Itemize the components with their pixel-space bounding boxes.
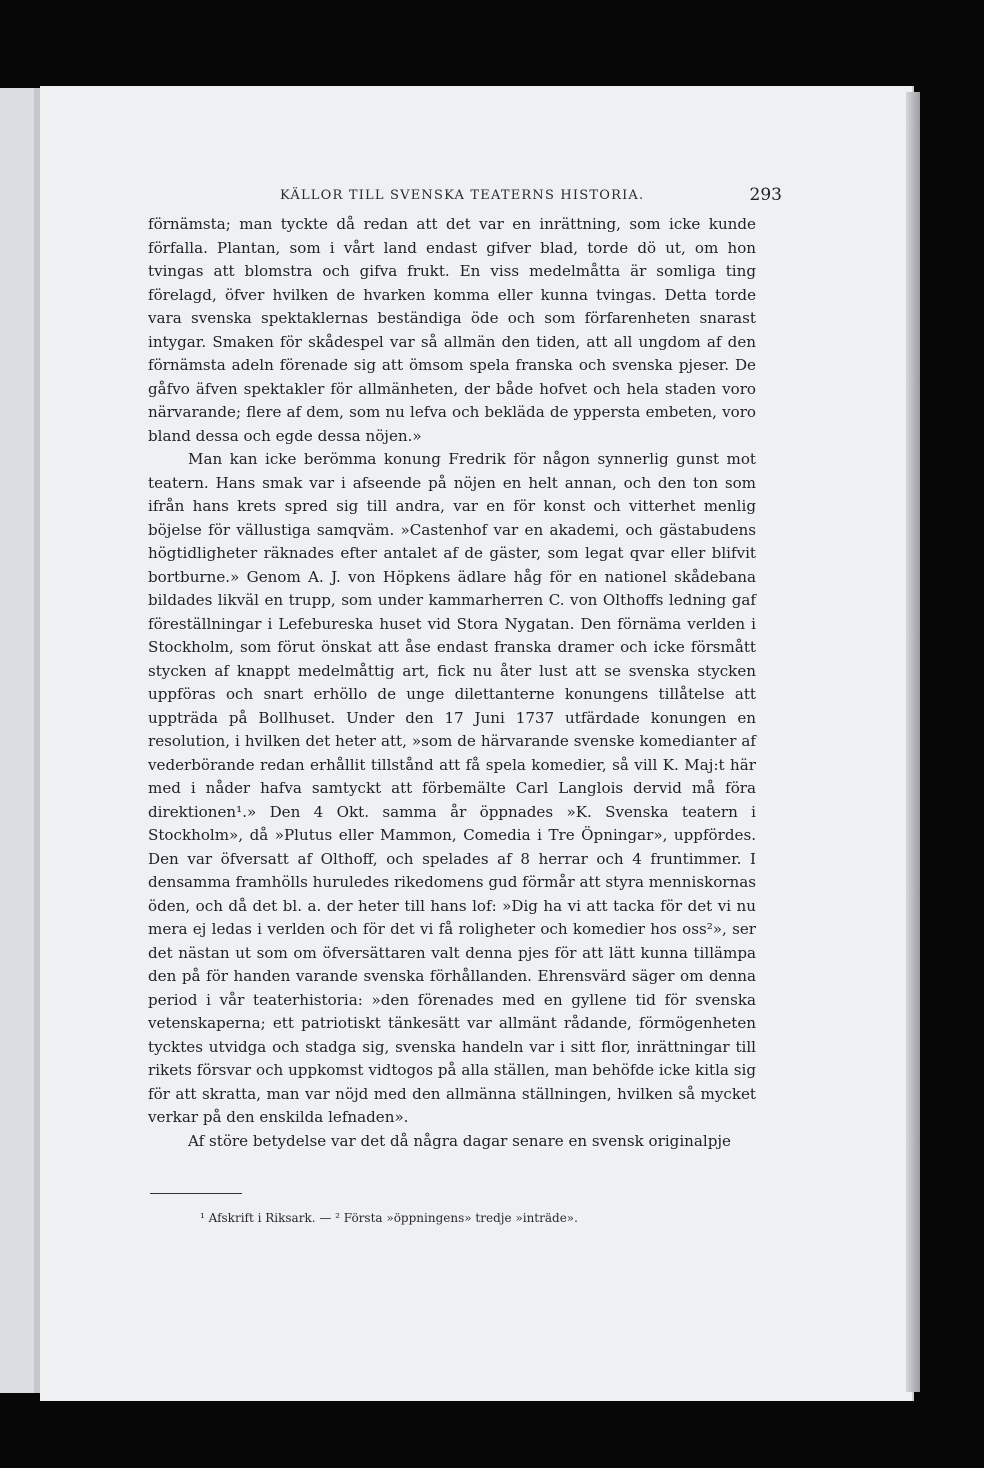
body-text	[148, 213, 756, 1153]
facing-page-edge	[0, 88, 34, 1393]
footnote: ¹ Afskrift i Riksark. — ² Första »öppningens» tredje »inträde».	[200, 1211, 578, 1225]
page-stack-edge	[906, 92, 920, 1392]
page-header	[280, 185, 782, 210]
page-number: 293	[749, 185, 782, 205]
paragraph: förnämsta; man tyckte då redan att det var en inrättning, som icke kunde förfalla. Plantan, som i vårt land endast gifver blad, torde dö ut, om hon tvingas att blomstra och gifva frukt. En viss medelmåtta är somliga ting förelagd, öfver hvilken de hvarken komma eller kunna tvingas. Detta torde vara svenska spektaklernas beständiga öde och som förfarenheten snarast intygar. Smaken för skådespel var så allmän den tiden, att all ungdom af den förnämsta adeln förenade sig att ömsom spela franska och svenska pjeser. De gåfvo äfven spektakler för allmänheten, der både hofvet och hela staden voro närvarande; flere af dem, som nu lefva och bekläda de yppersta embeten, voro bland dessa och egde dessa nöjen.»	[148, 215, 756, 445]
footnote-rule	[150, 1193, 242, 1194]
running-title: KÄLLOR TILL SVENSKA TEATERNS HISTORIA.	[280, 188, 645, 203]
paragraph: Af störe betydelse var det då några dagar senare en svensk originalpje	[188, 1131, 731, 1150]
paragraph: Man kan icke berömma konung Fredrik för någon synnerlig gunst mot teatern. Hans smak var i afseende på nöjen en helt annan, och den ton som ifrån hans krets spred sig till andra, var en för konst och vitterhet menlig böjelse för vällustiga samqväm. »Castenhof var en akademi, och gästabudens högtidligheter räknades efter antalet af de gäster, som legat qvar eller blifvit bortburne.» Genom A. J. von Höpkens ädlare håg för en nationel skådebana bildades likväl en trupp, som under kammarherren C. von Olthoffs ledning gaf föreställningar i Lefebureska huset vid Stora Nygatan. Den förnäma verlden i Stockholm, som förut önskat att åse endast franska dramer och icke försmått stycken af knappt medelmåttig art, fick nu åter lust att se svenska stycken uppföras och snart erhöllo de unge dilettanterne konungens tillåtelse att uppträda på Bollhuset. Under den 17 Juni 1737 utfärdade konungen en resolution, i hvilken det heter att, »som de härvarande svenske komedianter af vederbörande redan erhållit tillstånd att få spela komedier, så vill K. Maj:t här med i nåder hafva samtyckt att förbemälte Carl Langlois dervid må föra direktionen¹.» Den 4 Okt. samma år öppnades »K. Svenska teatern i Stockholm», då »Plutus eller Mammon, Comedia i Tre Öpningar», uppfördes. Den var öfversatt af Olthoff, och spelades af 8 herrar och 4 fruntimmer. I densamma framhölls huruledes rikedomens gud förmår att styra menniskornas öden, och då det bl. a. der heter till hans lof: »Dig ha vi att tacka för det vi nu mera ej ledas i verlden och för det vi få roligheter och komedier hos oss²», ser det nästan ut som om öfversättaren valt denna pjes för att lätt kunna tillämpa den på för handen varande svenska förhållanden. Ehrensvärd säger om denna period i vår teaterhistoria: »den förenades med en gyllene tid för svenska vetenskaperna; ett patriotiskt tänkesätt var allmänt rådande, förmögenheten tycktes utvidga och stadga sig, svenska handeln var i sitt flor, inrättningar till rikets försvar och uppkomst vidtogos på alla ställen, man behöfde icke kitla sig för att skratta, man var nöjd med den allmänna ställningen, hvilken så mycket verkar på den enskilda lefnaden».	[148, 450, 756, 1126]
